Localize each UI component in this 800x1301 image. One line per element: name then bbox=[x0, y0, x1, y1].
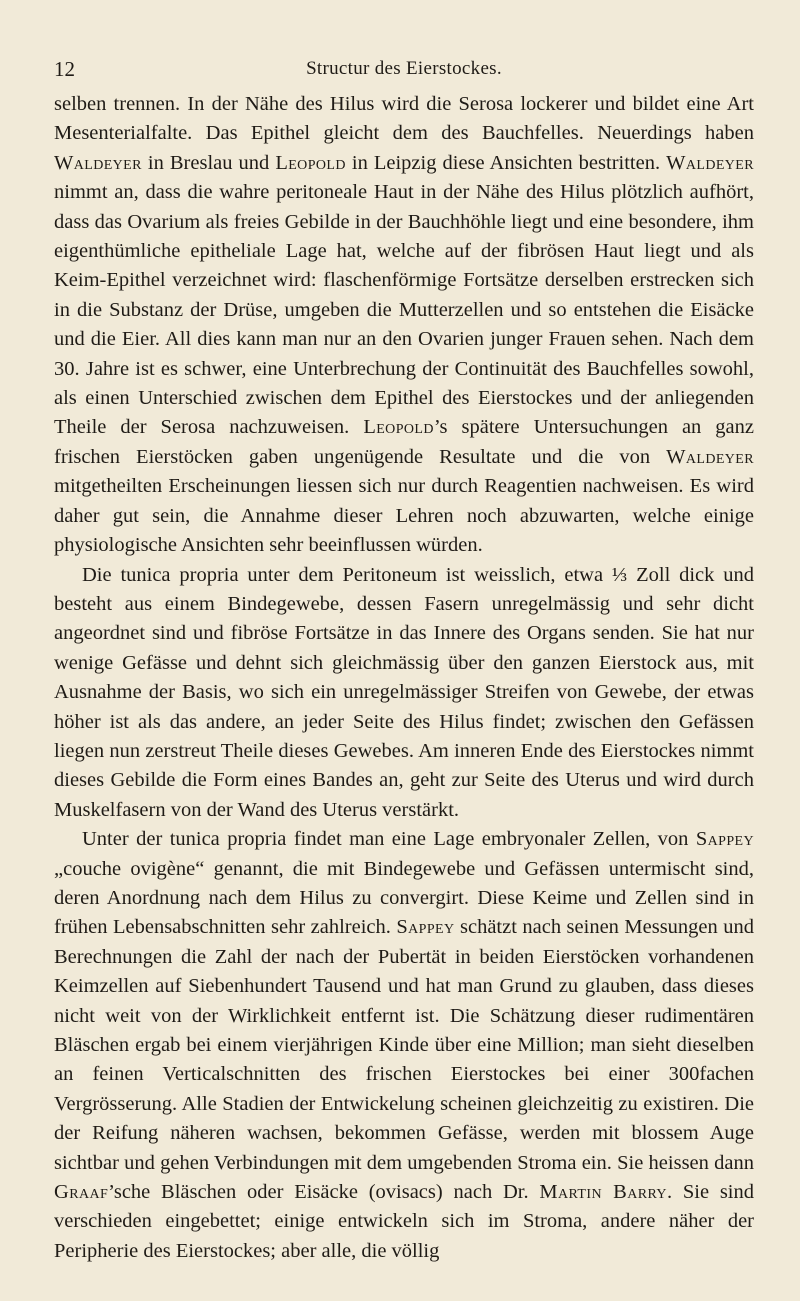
author-name: Waldeyer bbox=[54, 151, 142, 174]
text-run: nimmt an, dass die wahre peritoneale Haut in der Nähe des Hilus plötzlich aufhört, dass das Ovarium als freies Gebilde in der Bauchhöhle liegt und eine besondere, ihm eigenthümliche epitheliale Lage hat, welche auf der fibrösen Haut liegt und als Keim-Epithel verzeichnet wird: flaschenförmige Fortsätze derselben erstrecken sich in die Substanz der Drüse, umgeben die Mutterzellen und so entstehen die Eisäcke und die Eier. All dies kann man nur an den Ovarien junger Frauen sehen. Nach dem 30. Jahre ist es schwer, eine Unterbrechung der Continuität des Bauchfelles sowohl, als einen Unterschied zwischen dem Epithel des Eierstockes und der anliegenden Theile der Serosa nachzuweisen. bbox=[54, 181, 754, 439]
author-name: Waldeyer bbox=[666, 445, 754, 468]
text-run: ’sche Bläschen oder Eisäcke (ovisacs) nach Dr. bbox=[108, 1181, 540, 1204]
text-run: Unter der tunica propria findet man eine Lage embryonaler Zellen, von bbox=[82, 828, 696, 851]
author-name: Leopold bbox=[275, 151, 346, 174]
page-number: 12 bbox=[54, 57, 75, 81]
body-text bbox=[54, 90, 754, 1266]
text-run: selben trennen. In der Nähe des Hilus wird die Serosa lockerer und bildet eine Art Mesenterialfalte. Das Epithel gleicht dem des Bauchfelles. Neuerdings haben bbox=[54, 93, 754, 145]
paragraph bbox=[54, 561, 754, 826]
paragraph bbox=[54, 90, 754, 561]
text-run: in Leipzig diese Ansichten bestritten. bbox=[345, 151, 667, 174]
author-name: Sappey bbox=[396, 916, 455, 939]
text-run: ’s spätere Untersuchungen an ganz frischen Eierstöcken gaben ungenügende Resultate und die von bbox=[54, 416, 754, 468]
author-name: Sappey bbox=[695, 828, 754, 851]
running-head bbox=[54, 54, 754, 84]
text-run: in Breslau und bbox=[141, 151, 276, 174]
author-name: Waldeyer bbox=[666, 151, 754, 174]
running-title: Structur des Eierstockes. bbox=[306, 58, 502, 79]
text-run: mitgetheilten Erscheinungen liessen sich nur durch Reagentien nachweisen. Es wird daher gut sein, die Annahme dieser Lehren noch abzuwarten, welche einige physiologische Ansichten sehr beeinflussen würden. bbox=[54, 475, 754, 557]
text-run: „couche ovigène“ genannt, die mit Bindegewebe und Gefässen untermischt sind, deren Anordnung nach dem Hilus zu convergirt. Diese Keime und Zellen sind in frühen Lebensabschnitten sehr zahlreich. bbox=[54, 857, 754, 939]
author-name: Graaf bbox=[54, 1181, 109, 1204]
paragraph bbox=[54, 825, 754, 1266]
author-name: Martin Barry bbox=[539, 1181, 667, 1204]
author-name: Leopold bbox=[363, 416, 434, 439]
text-run: Die tunica propria unter dem Peritoneum ist weisslich, etwa ⅓ Zoll dick und besteht aus einem Bindegewebe, dessen Fasern unregelmässig und sehr dicht angeordnet sind und fibröse Fortsätze in das Innere des Organs senden. Sie hat nur wenige Gefässe und dehnt sich gleichmässig über den ganzen Eierstock aus, mit Ausnahme der Basis, wo sich ein unregelmässiger Streifen von Gewebe, der etwas höher ist als das andere, an jeder Seite des Hilus findet; zwischen den Gefässen liegen nun zerstreut Theile dieses Gewebes. Am inneren Ende des Eierstockes nimmt dieses Gebilde die Form eines Bandes an, geht zur Seite des Uterus und wird durch Muskelfasern von der Wand des Uterus verstärkt. bbox=[54, 563, 754, 821]
text-run: schätzt nach seinen Messungen und Berechnungen die Zahl der nach der Pubertät in beiden Eierstöcken vorhandenen Keimzellen auf Siebenhundert Tausend und hat man Grund zu glauben, dass dieses nicht weit von der Wirklichkeit entfernt ist. Die Schätzung dieser rudimentären Bläschen ergab bei einem vierjährigen Kinde über eine Million; man sieht dieselben an feinen Verticalschnitten des frischen Eierstockes bei einer 300fachen Vergrösserung. Alle Stadien der Entwickelung scheinen gleichzeitig zu existiren. Die der Reifung näheren wachsen, bekommen Gefässe, werden mit blossem Auge sichtbar und gehen Verbindungen mit dem umgebenden Stroma ein. Sie heissen dann bbox=[54, 916, 755, 1174]
text-run: . Sie sind verschieden eingebettet; einige entwickeln sich im Stroma, andere näher der Peripherie des Eierstockes; aber alle, die völlig bbox=[54, 1181, 754, 1262]
